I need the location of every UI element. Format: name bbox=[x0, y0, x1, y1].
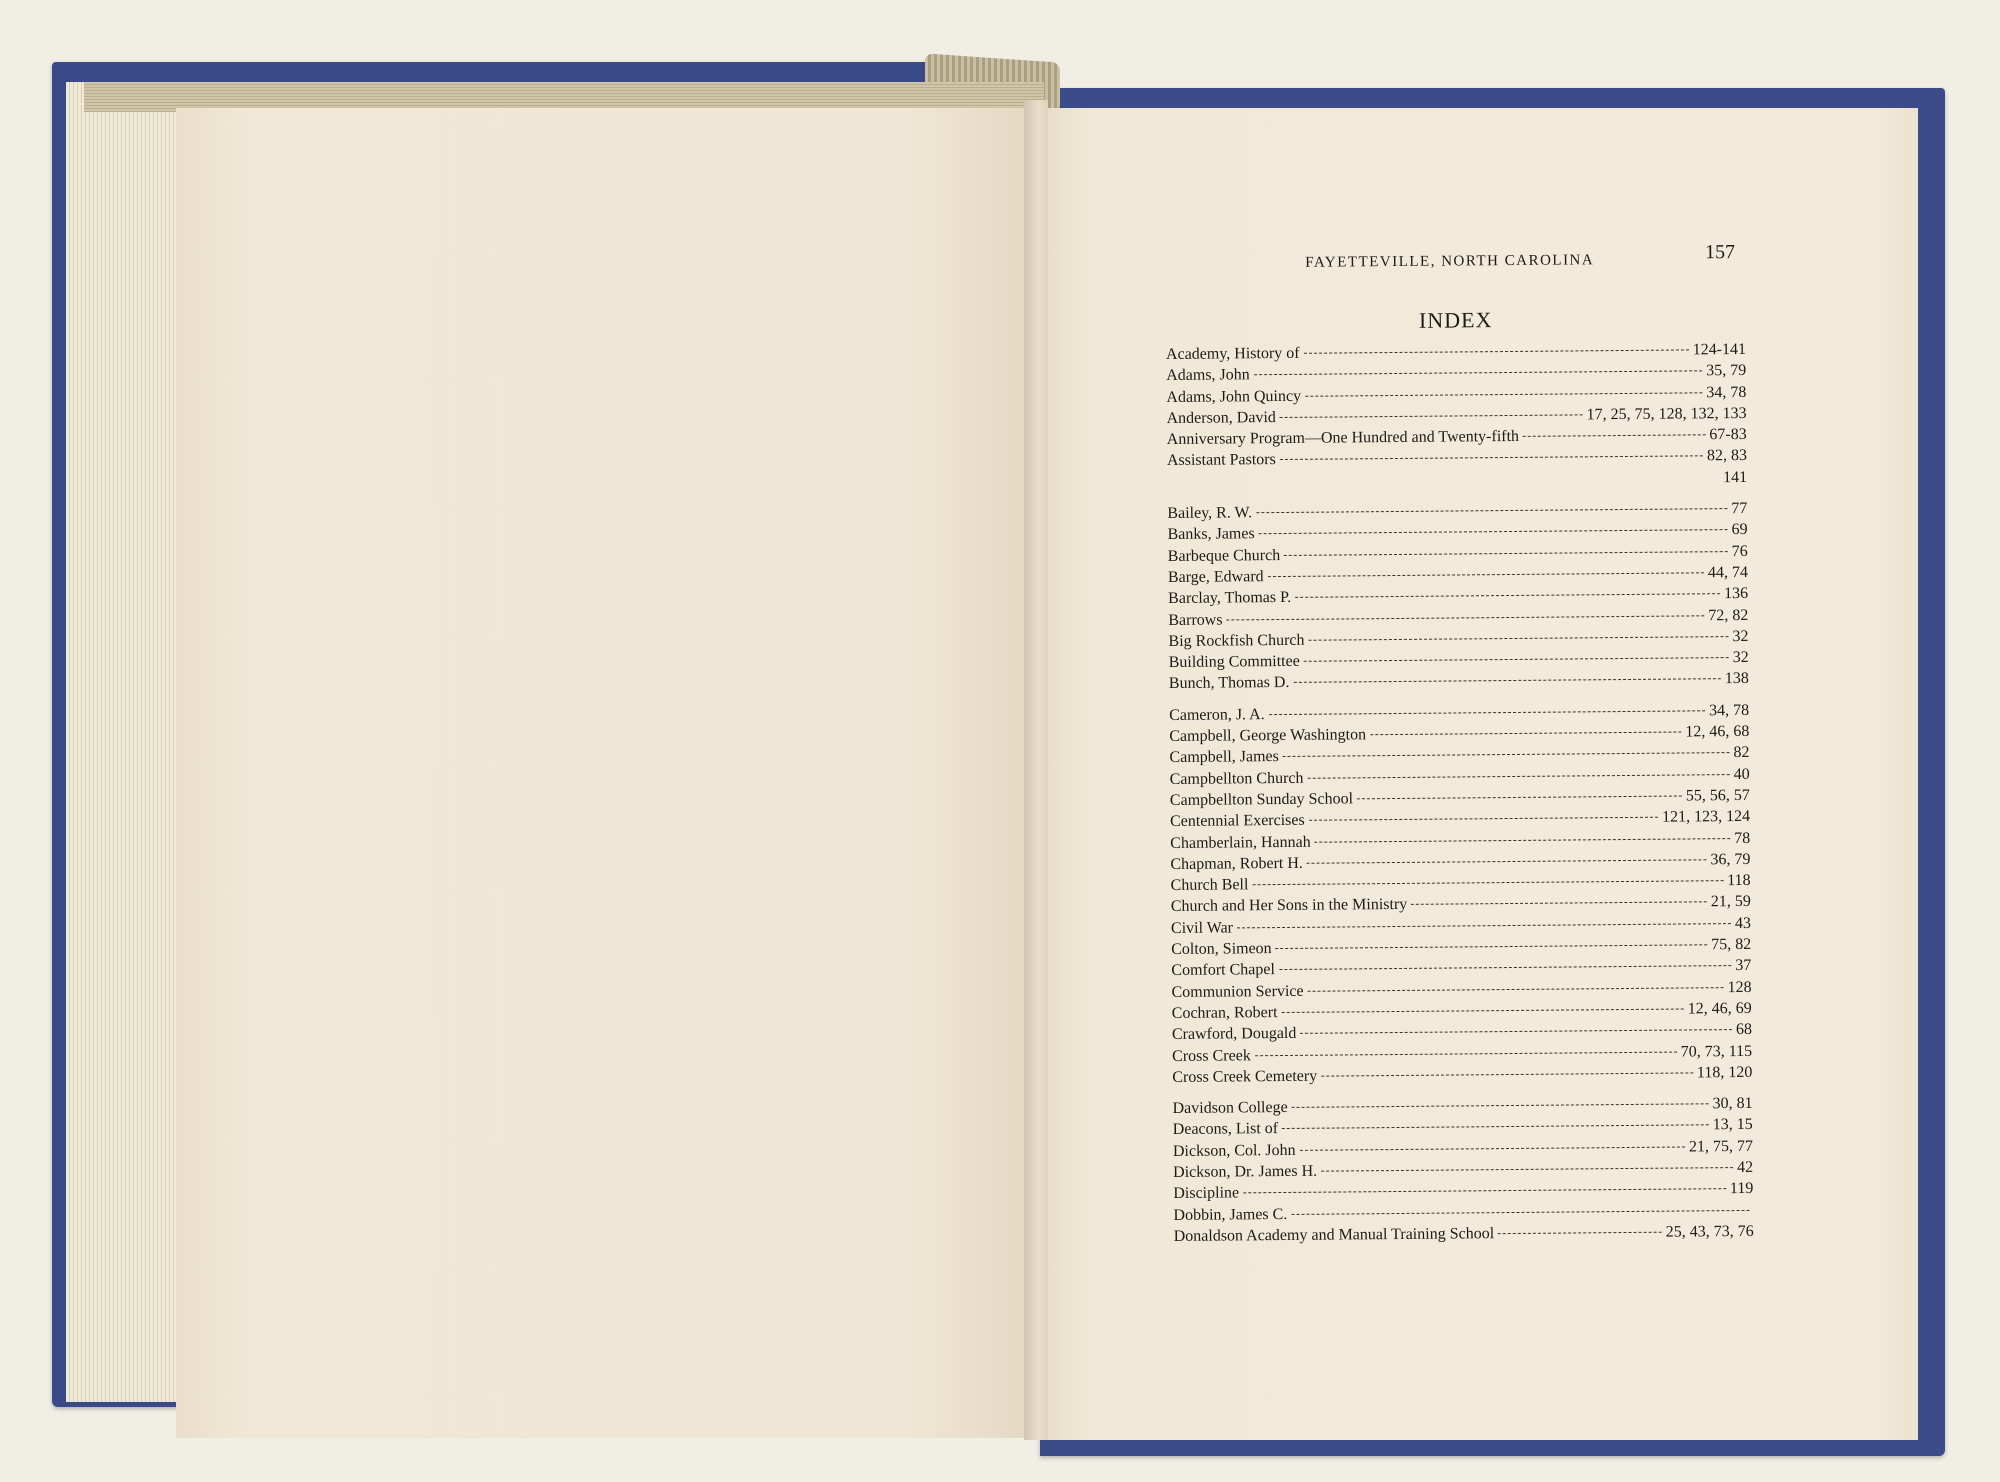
index-entry-name: Donaldson Academy and Manual Training School bbox=[1173, 1225, 1495, 1245]
index-entry-name: Anderson, David bbox=[1166, 408, 1276, 427]
index-entry-name: Barrows bbox=[1168, 611, 1223, 629]
index-entry-pages: 21, 59 bbox=[1710, 893, 1751, 911]
dot-leader bbox=[1523, 434, 1705, 437]
index-entry-name: Cochran, Robert bbox=[1171, 1003, 1278, 1022]
index-entry-pages: 34, 78 bbox=[1706, 383, 1747, 401]
dot-leader bbox=[1282, 1125, 1709, 1130]
left-page-blank bbox=[176, 108, 1036, 1438]
index-entry-pages: 78 bbox=[1734, 829, 1751, 847]
index-entry-pages: 12, 46, 69 bbox=[1687, 999, 1752, 1018]
index-list bbox=[1166, 339, 1754, 1247]
dot-leader bbox=[1255, 1051, 1677, 1056]
index-entry-pages: 55, 56, 57 bbox=[1685, 786, 1750, 805]
index-entry-name: Crawford, Dougald bbox=[1171, 1025, 1297, 1044]
index-group bbox=[1172, 1093, 1753, 1247]
index-entry-name: Barclay, Thomas P. bbox=[1168, 589, 1292, 608]
dot-leader bbox=[1308, 636, 1728, 641]
index-entry-name: Cameron, J. A. bbox=[1169, 705, 1265, 724]
index-entry-name: Communion Service bbox=[1171, 982, 1304, 1001]
index-entry-pages: 118 bbox=[1727, 872, 1751, 890]
index-entry-name: Deacons, List of bbox=[1172, 1120, 1279, 1139]
index-group bbox=[1167, 498, 1749, 695]
dot-leader bbox=[1237, 923, 1731, 928]
dot-leader bbox=[1321, 1167, 1733, 1172]
index-entry-name: Dickson, Col. John bbox=[1172, 1141, 1296, 1160]
index-entry-pages: 76 bbox=[1731, 542, 1748, 560]
index-entry-name: Comfort Chapel bbox=[1171, 961, 1275, 980]
dot-leader bbox=[1300, 1029, 1732, 1034]
index-entry-name: Assistant Pastors bbox=[1166, 451, 1276, 470]
index-entry-name: Campbellton Church bbox=[1169, 769, 1304, 788]
dot-leader bbox=[1280, 456, 1703, 461]
index-entry-name: Academy, History of bbox=[1165, 344, 1300, 363]
index-entry-pages: 17, 25, 75, 128, 132, 133 bbox=[1586, 404, 1747, 424]
dot-leader bbox=[1268, 572, 1704, 577]
dot-leader bbox=[1292, 1103, 1709, 1108]
index-entry-pages: 21, 75, 77 bbox=[1688, 1137, 1754, 1156]
index-entry-pages: 36, 79 bbox=[1710, 850, 1751, 869]
index-entry-pages: 37 bbox=[1735, 957, 1752, 975]
index-entry-pages: 44, 74 bbox=[1707, 563, 1748, 582]
dot-leader bbox=[1308, 987, 1724, 992]
index-entry-name: Campbell, James bbox=[1169, 748, 1279, 767]
index-entry-pages: 82 bbox=[1733, 744, 1750, 762]
index-entry-name: Church Bell bbox=[1170, 876, 1249, 895]
index-entry-name: Discipline bbox=[1173, 1184, 1240, 1203]
index-entry-pages: 82, 83 bbox=[1706, 447, 1747, 465]
index-entry-pages: 68 bbox=[1735, 1021, 1752, 1039]
index-entry-name: Cross Creek Cemetery bbox=[1172, 1067, 1318, 1086]
index-entry-pages: 67-83 bbox=[1709, 426, 1747, 444]
index-title: INDEX bbox=[1418, 307, 1493, 333]
running-head bbox=[1165, 235, 1745, 280]
index-entry bbox=[1169, 668, 1749, 694]
index-page-content bbox=[1165, 235, 1754, 1257]
index-entry-pages: 77 bbox=[1731, 500, 1748, 518]
dot-leader bbox=[1252, 880, 1723, 885]
index-entry-pages: 12, 46, 68 bbox=[1685, 722, 1750, 741]
index-entry-pages: 34, 78 bbox=[1709, 701, 1750, 720]
dot-leader bbox=[1309, 817, 1658, 821]
index-entry-pages: 119 bbox=[1729, 1180, 1754, 1198]
dot-leader bbox=[1304, 657, 1729, 662]
index-entry-name: Anniversary Program—One Hundred and Twenty-fifth bbox=[1166, 428, 1520, 449]
index-entry-pages: 69 bbox=[1731, 521, 1748, 539]
index-entry-name: Davidson College bbox=[1172, 1099, 1288, 1118]
dot-leader bbox=[1284, 551, 1728, 556]
dot-leader bbox=[1305, 392, 1702, 396]
index-entry-name: Colton, Simeon bbox=[1171, 940, 1272, 958]
dot-leader bbox=[1279, 965, 1731, 970]
index-entry-name: Adams, John bbox=[1166, 366, 1250, 385]
index-entry-name: Chapman, Robert H. bbox=[1170, 854, 1303, 873]
dot-leader bbox=[1227, 615, 1705, 620]
index-entry-name: Building Committee bbox=[1168, 652, 1300, 672]
index-entry-pages: 70, 73, 115 bbox=[1680, 1042, 1753, 1061]
dot-leader bbox=[1283, 752, 1730, 757]
page-edges-left bbox=[66, 82, 186, 1402]
dot-leader bbox=[1498, 1232, 1662, 1234]
index-group bbox=[1169, 700, 1752, 1088]
dot-leader bbox=[1315, 838, 1731, 843]
dot-leader bbox=[1281, 1008, 1683, 1013]
index-group bbox=[1166, 339, 1747, 493]
page-number: 157 bbox=[1705, 241, 1736, 264]
dot-leader bbox=[1293, 679, 1720, 684]
index-entry-pages: 121, 123, 124 bbox=[1661, 808, 1751, 826]
index-entry-name: Dobbin, James C. bbox=[1173, 1205, 1288, 1224]
dot-leader bbox=[1280, 414, 1583, 418]
dot-leader bbox=[1243, 1188, 1726, 1193]
dot-leader bbox=[1307, 774, 1729, 779]
index-entry-name: Dickson, Dr. James H. bbox=[1173, 1162, 1318, 1181]
index-entry-pages: 72, 82 bbox=[1708, 606, 1749, 624]
dot-leader bbox=[1259, 529, 1728, 534]
index-entry-name: Campbell, George Washington bbox=[1169, 726, 1367, 746]
index-entry-name: Big Rockfish Church bbox=[1168, 631, 1305, 650]
dot-leader bbox=[1411, 902, 1707, 906]
index-entry-pages: 13, 15 bbox=[1712, 1116, 1753, 1134]
index-entry bbox=[1174, 1221, 1754, 1247]
index-entry-pages: 118, 120 bbox=[1696, 1063, 1753, 1082]
index-entry-name: Bunch, Thomas D. bbox=[1168, 674, 1290, 693]
index-entry-pages: 35, 79 bbox=[1706, 362, 1747, 380]
index-entry-name: Church and Her Sons in the Ministry bbox=[1170, 896, 1408, 916]
index-entry-name: Bailey, R. W. bbox=[1167, 504, 1253, 523]
index-entry-name: Barge, Edward bbox=[1167, 568, 1264, 586]
index-entry-name: Campbellton Sunday School bbox=[1169, 790, 1354, 809]
index-entry-name: Centennial Exercises bbox=[1170, 812, 1305, 831]
dot-leader bbox=[1370, 732, 1681, 736]
dot-leader bbox=[1291, 1210, 1749, 1215]
index-entry-pages: 75, 82 bbox=[1711, 935, 1752, 954]
index-entry-pages: 32 bbox=[1732, 649, 1749, 667]
dot-leader bbox=[1276, 944, 1708, 949]
dot-leader bbox=[1304, 349, 1689, 353]
index-entry-pages: 128 bbox=[1727, 978, 1752, 996]
dot-leader bbox=[1307, 859, 1707, 863]
dot-leader bbox=[1357, 795, 1682, 799]
index-entry-pages: 43 bbox=[1734, 914, 1752, 932]
dot-leader bbox=[1300, 1146, 1685, 1150]
book-gutter bbox=[1024, 100, 1048, 1440]
index-entry-name: Chamberlain, Hannah bbox=[1170, 833, 1311, 852]
dot-leader bbox=[1321, 1072, 1693, 1076]
index-entry-pages: 30, 81 bbox=[1712, 1094, 1753, 1113]
index-entry bbox=[1172, 1062, 1752, 1088]
dot-leader bbox=[1256, 508, 1727, 513]
index-entry-name: Cross Creek bbox=[1172, 1046, 1251, 1065]
index-entry-pages: 25, 43, 73, 76 bbox=[1665, 1222, 1754, 1241]
index-entry-name: Civil War bbox=[1170, 919, 1234, 937]
index-entry-pages: 138 bbox=[1724, 670, 1749, 688]
running-head-title: FAYETTEVILLE, NORTH CAROLINA bbox=[1305, 252, 1595, 271]
dot-leader bbox=[1269, 710, 1705, 715]
index-entry-name: Banks, James bbox=[1167, 525, 1255, 544]
index-entry-pages: 40 bbox=[1733, 765, 1750, 783]
index-entry-name: Barbeque Church bbox=[1167, 546, 1281, 565]
index-entry-name: Adams, John Quincy bbox=[1166, 387, 1302, 406]
index-entry-pages: 124-141 bbox=[1692, 340, 1747, 359]
index-entry-pages: 32 bbox=[1732, 627, 1749, 645]
index-entry-pages: 42 bbox=[1737, 1158, 1754, 1177]
index-entry-pages: 141 bbox=[1723, 468, 1748, 486]
dot-leader bbox=[1254, 371, 1702, 376]
dot-leader bbox=[1295, 593, 1720, 598]
index-entry-pages: 136 bbox=[1724, 585, 1749, 603]
